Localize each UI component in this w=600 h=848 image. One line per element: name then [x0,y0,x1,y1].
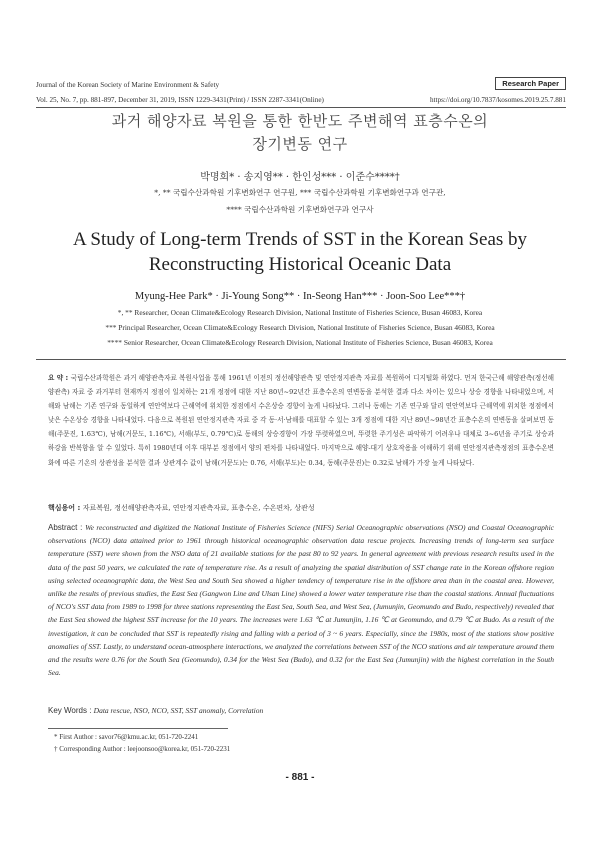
footnote-first-author: * First Author : savor76@kmu.ac.kr, 051-720-2241 [54,733,199,741]
title-rule [36,359,566,360]
doi-link[interactable]: https://doi.org/10.7837/kosomes.2019.25.7.881 [429,96,566,104]
english-abstract-label: Abstract : [48,523,86,532]
footnote-corresponding-author: † Corresponding Author : leejoonsoo@korea.kr, 051-720-2231 [54,745,231,753]
korean-abstract [48,371,554,470]
english-affiliation-line1: *, ** Researcher, Ocean Climate&Ecology Research Division, National Institute of Fisheries Science, Busan 46083, Korea [117,308,483,317]
header-rule [36,107,566,108]
research-paper-badge: Research Paper [495,77,566,90]
korean-title-line2: 장기변동 연구 [252,135,348,153]
korean-abstract-label: 요 약 : [48,374,71,382]
english-keywords-text: Data rescue, NSO, NCO, SST, SST anomaly, Correlation [93,706,264,715]
english-abstract-text: We reconstructed and digitized the National Institute of Fisheries Science (NIFS) Serial Oceanographic observations (NSO) and Coastal Oceanographic observations (NCO) data attained prior to 1961 through historical oceanographic observation data rescue projects. Increasing trends of long-term sea surface temperature (SST) were shown from the NSO data of 21 available stations for the past 80 to 92 years. In general agreement with previous research results used in the data of the past 50 years, we calculated the rate of temperature rise. As a result of analyzing the spatial distribution of SST change rate in the Korean offshore region using selected oceanographic data, the West Sea and South Sea showed a higher tendency of temperature rise in the offshore area than in the coastal area. However, unlike the results of previous studies, the East Sea (Gangwon Line and Ulsan Line) showed a lower water temperature rise than the coastal stations. Annual fluctuations of NCO's SST data from 1989 to 1998 for three stations representing the East Sea, South Sea, and West Sea, (Jumunjin, Geomundo and Budo, respectively) revealed that the East Sea showed the highest SST increase for the 10 years. The increases were 1.63 ℃ at Jumunjin, 1.16 ℃ at Geomundo, and 0.79 ℃ at Budo. As a result of the investigation, it can be concluded that SST is repeatedly rising and falling with a period of 3 ~ 6 years. Especially, since the 1980s, most of the stations show positive anomalies of SST. Lastly, to understand ocean-atmosphere interactions, we analyzed the correlations between SST of the NCO stations and air temperature around them and the results were 0.76 for the South Sea (Geomundo), 0.34 for the West Sea (Budo), and 0.32 for the East Sea (Jumunjin) with the highest correlation in the South Sea. [48,523,554,678]
english-authors: Myung-Hee Park* · Ji-Young Song** · In-Seong Han*** · Joon-Soo Lee***† [134,291,466,302]
korean-keywords-label: 핵심용어 : [48,504,83,512]
english-affiliation-line3: **** Senior Researcher, Ocean Climate&Ecology Research Division, National Institute of Fisheries Science, Busan 46083, Korea [107,338,493,347]
english-title-line1: A Study of Long-term Trends of SST in the Korean Seas by [72,229,528,250]
korean-authors: 박명희* · 송지영** · 한인성*** · 이준수****† [200,172,400,183]
english-affiliation-line2: *** Principal Researcher, Ocean Climate&Ecology Research Division, National Institute of Fisheries Science, Busan 46083, Korea [105,323,495,332]
korean-keywords-text: 자료복원, 정선해양관측자료, 연안정지관측자료, 표층수온, 수온편차, 상관성 [82,504,315,512]
page-number: - 881 - [285,772,315,783]
english-keywords-label: Key Words : [48,706,94,715]
english-abstract [48,521,554,679]
korean-affiliation-line1: *, ** 국립수산과학원 기후변화연구 연구원, *** 국립수산과학원 기후변화연구과 연구관, [154,188,446,197]
korean-keywords [48,503,554,513]
english-title-line2: Reconstructing Historical Oceanic Data [148,254,452,275]
korean-title-line1: 과거 해양자료 복원을 통한 한반도 주변해역 표층수온의 [111,112,489,130]
korean-abstract-text: 국립수산과학원은 과거 해양관측자료 복원사업을 통해 1961년 이전의 정선해양관측 및 연안정지관측 자료를 복원하여 디지털화 하였다. 먼저 한국근해 해양관측(정선해양관측) 자료 중 과거부터 현재까지 정점이 일치하는 21개 정점에 대한 지난 80년~92년간 표층수온의 연변동을 분석한 결과 다소 차이는 있으나 상승 경향을 나타내었으며, 서해와 남해는 기존 연구와 동일하게 연안역보다 근해역에 위치한 정점에서 수온상승 경향이 높게 나타났다. 그러나 동해는 기존 연구와 달리 연안역보다 근해역에 위치한 정점에서 낮은 수온상승 경향을 나타내었다. 다음으로 복원된 연안정지관측 자료 중 각 동·서·남해를 대표할 수 있는 3개 정점에 대한 지난 89년~98년간 표층수온의 연변동을 살펴보면 동해(주문진, 1.63℃), 남해(거문도, 1.16℃), 서해(부도, 0.79℃)로 동해의 상승경향이 가장 뚜렷하였으며, 뚜렷한 주기성은 파악하기 어려우나 대체로 3~6년을 주기로 상승과 하강을 반복함을 알 수 있었다. 특히 1980년대 이후 대부분 정점에서 양의 편차를 나타내었다. 마지막으로 해양-대기 상호작용을 이해하기 위해 연안정지관측정점의 표층수온변화에 따른 기온의 상관성을 분석한 결과 상관계수 값이 남해(거문도)는 0.76, 서해(부도)는 0.34, 동해(주문진)는 0.32로 남해가 가장 높게 나타났다. [48,374,554,467]
journal-name: Journal of the Korean Society of Marine Environment & Safety [36,81,220,89]
english-keywords [48,706,554,715]
volume-issn-line: Vol. 25, No. 7, pp. 881-897, December 31, 2019, ISSN 1229-3431(Print) / ISSN 2287-3341(Online) [36,96,324,104]
korean-affiliation-line2: **** 국립수산과학원 기후변화연구과 연구사 [226,205,374,214]
footnote-rule [48,728,228,729]
